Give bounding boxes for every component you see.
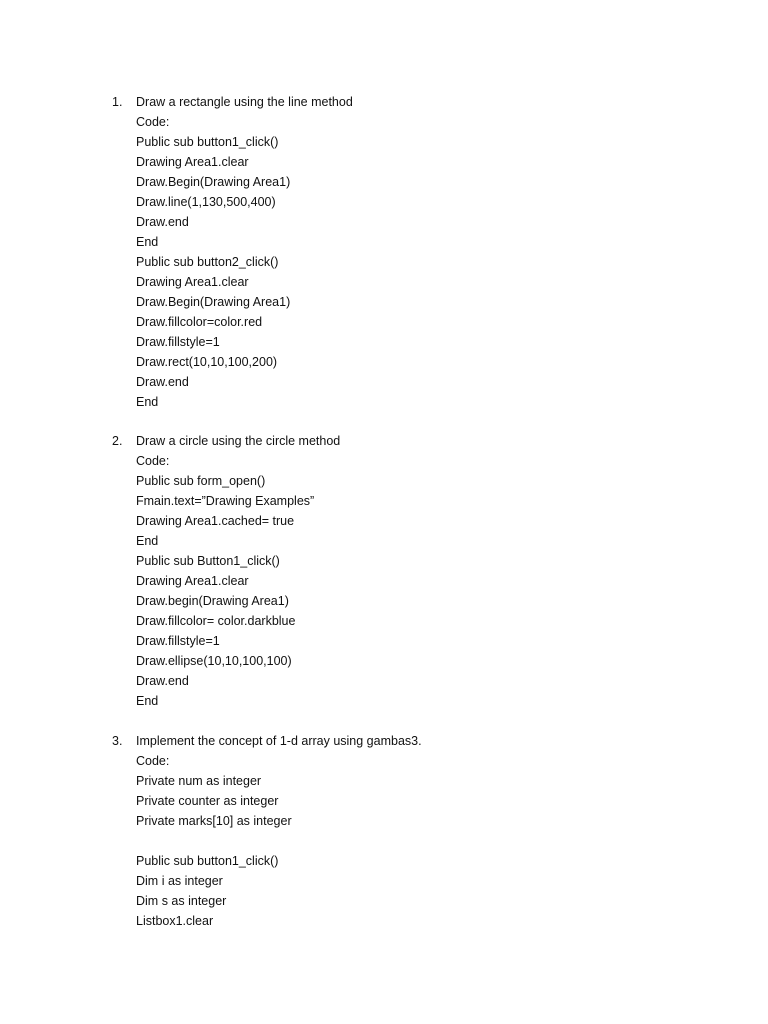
code-line: Draw.rect(10,10,100,200) xyxy=(136,355,278,369)
code-line: Dim i as integer xyxy=(136,874,223,888)
code-line: Draw.begin(Drawing Area1) xyxy=(136,594,289,608)
item-title: Implement the concept of 1-d array using gambas3. xyxy=(136,734,422,748)
code-line: Private num as integer xyxy=(136,774,262,788)
code-line: Public sub button2_click() xyxy=(136,255,279,269)
code-line: Draw.Begin(Drawing Area1) xyxy=(136,175,291,189)
code-line: Fmain.text=”Drawing Examples” xyxy=(136,494,315,508)
code-line: End xyxy=(136,235,159,249)
code-line: Drawing Area1.clear xyxy=(136,155,249,169)
code-line: Draw.end xyxy=(136,215,189,229)
code-line: Drawing Area1.clear xyxy=(136,574,249,588)
code-block xyxy=(136,751,732,931)
code-block xyxy=(136,451,732,711)
item-title: Draw a rectangle using the line method xyxy=(136,95,353,109)
code-line: Draw.Begin(Drawing Area1) xyxy=(136,295,291,309)
code-line: Drawing Area1.clear xyxy=(136,275,249,289)
code-line: Public sub button1_click() xyxy=(136,854,279,868)
code-line: Draw.fillcolor=color.red xyxy=(136,315,263,329)
code-line: Listbox1.clear xyxy=(136,914,214,928)
code-line: End xyxy=(136,694,159,708)
code-line: Public sub button1_click() xyxy=(136,135,279,149)
item-title: Draw a circle using the circle method xyxy=(136,434,341,448)
item-number: 2. xyxy=(112,434,123,448)
code-line: Private counter as integer xyxy=(136,794,279,808)
item-number: 3. xyxy=(112,734,123,748)
code-line: End xyxy=(136,534,159,548)
code-line: Draw.end xyxy=(136,674,189,688)
code-line: Draw.line(1,130,500,400) xyxy=(136,195,276,209)
code-line: End xyxy=(136,395,159,409)
code-line: Draw.fillcolor= color.darkblue xyxy=(136,614,296,628)
code-line: Public sub form_open() xyxy=(136,474,266,488)
code-line: Public sub Button1_click() xyxy=(136,554,280,568)
code-block xyxy=(136,112,732,412)
code-line: Draw.end xyxy=(136,375,189,389)
code-label: Code: xyxy=(136,454,170,468)
list-item-rectangle xyxy=(112,92,732,412)
code-label: Code: xyxy=(136,754,170,768)
code-line: Draw.ellipse(10,10,100,100) xyxy=(136,654,292,668)
blank-line xyxy=(136,831,732,851)
list-item-circle xyxy=(112,431,732,711)
item-number: 1. xyxy=(112,95,123,109)
code-line: Private marks[10] as integer xyxy=(136,814,292,828)
code-label: Code: xyxy=(136,115,170,129)
code-line: Drawing Area1.cached= true xyxy=(136,514,295,528)
list-item-array xyxy=(112,731,732,931)
code-line: Draw.fillstyle=1 xyxy=(136,335,220,349)
code-line: Dim s as integer xyxy=(136,894,227,908)
code-line: Draw.fillstyle=1 xyxy=(136,634,220,648)
